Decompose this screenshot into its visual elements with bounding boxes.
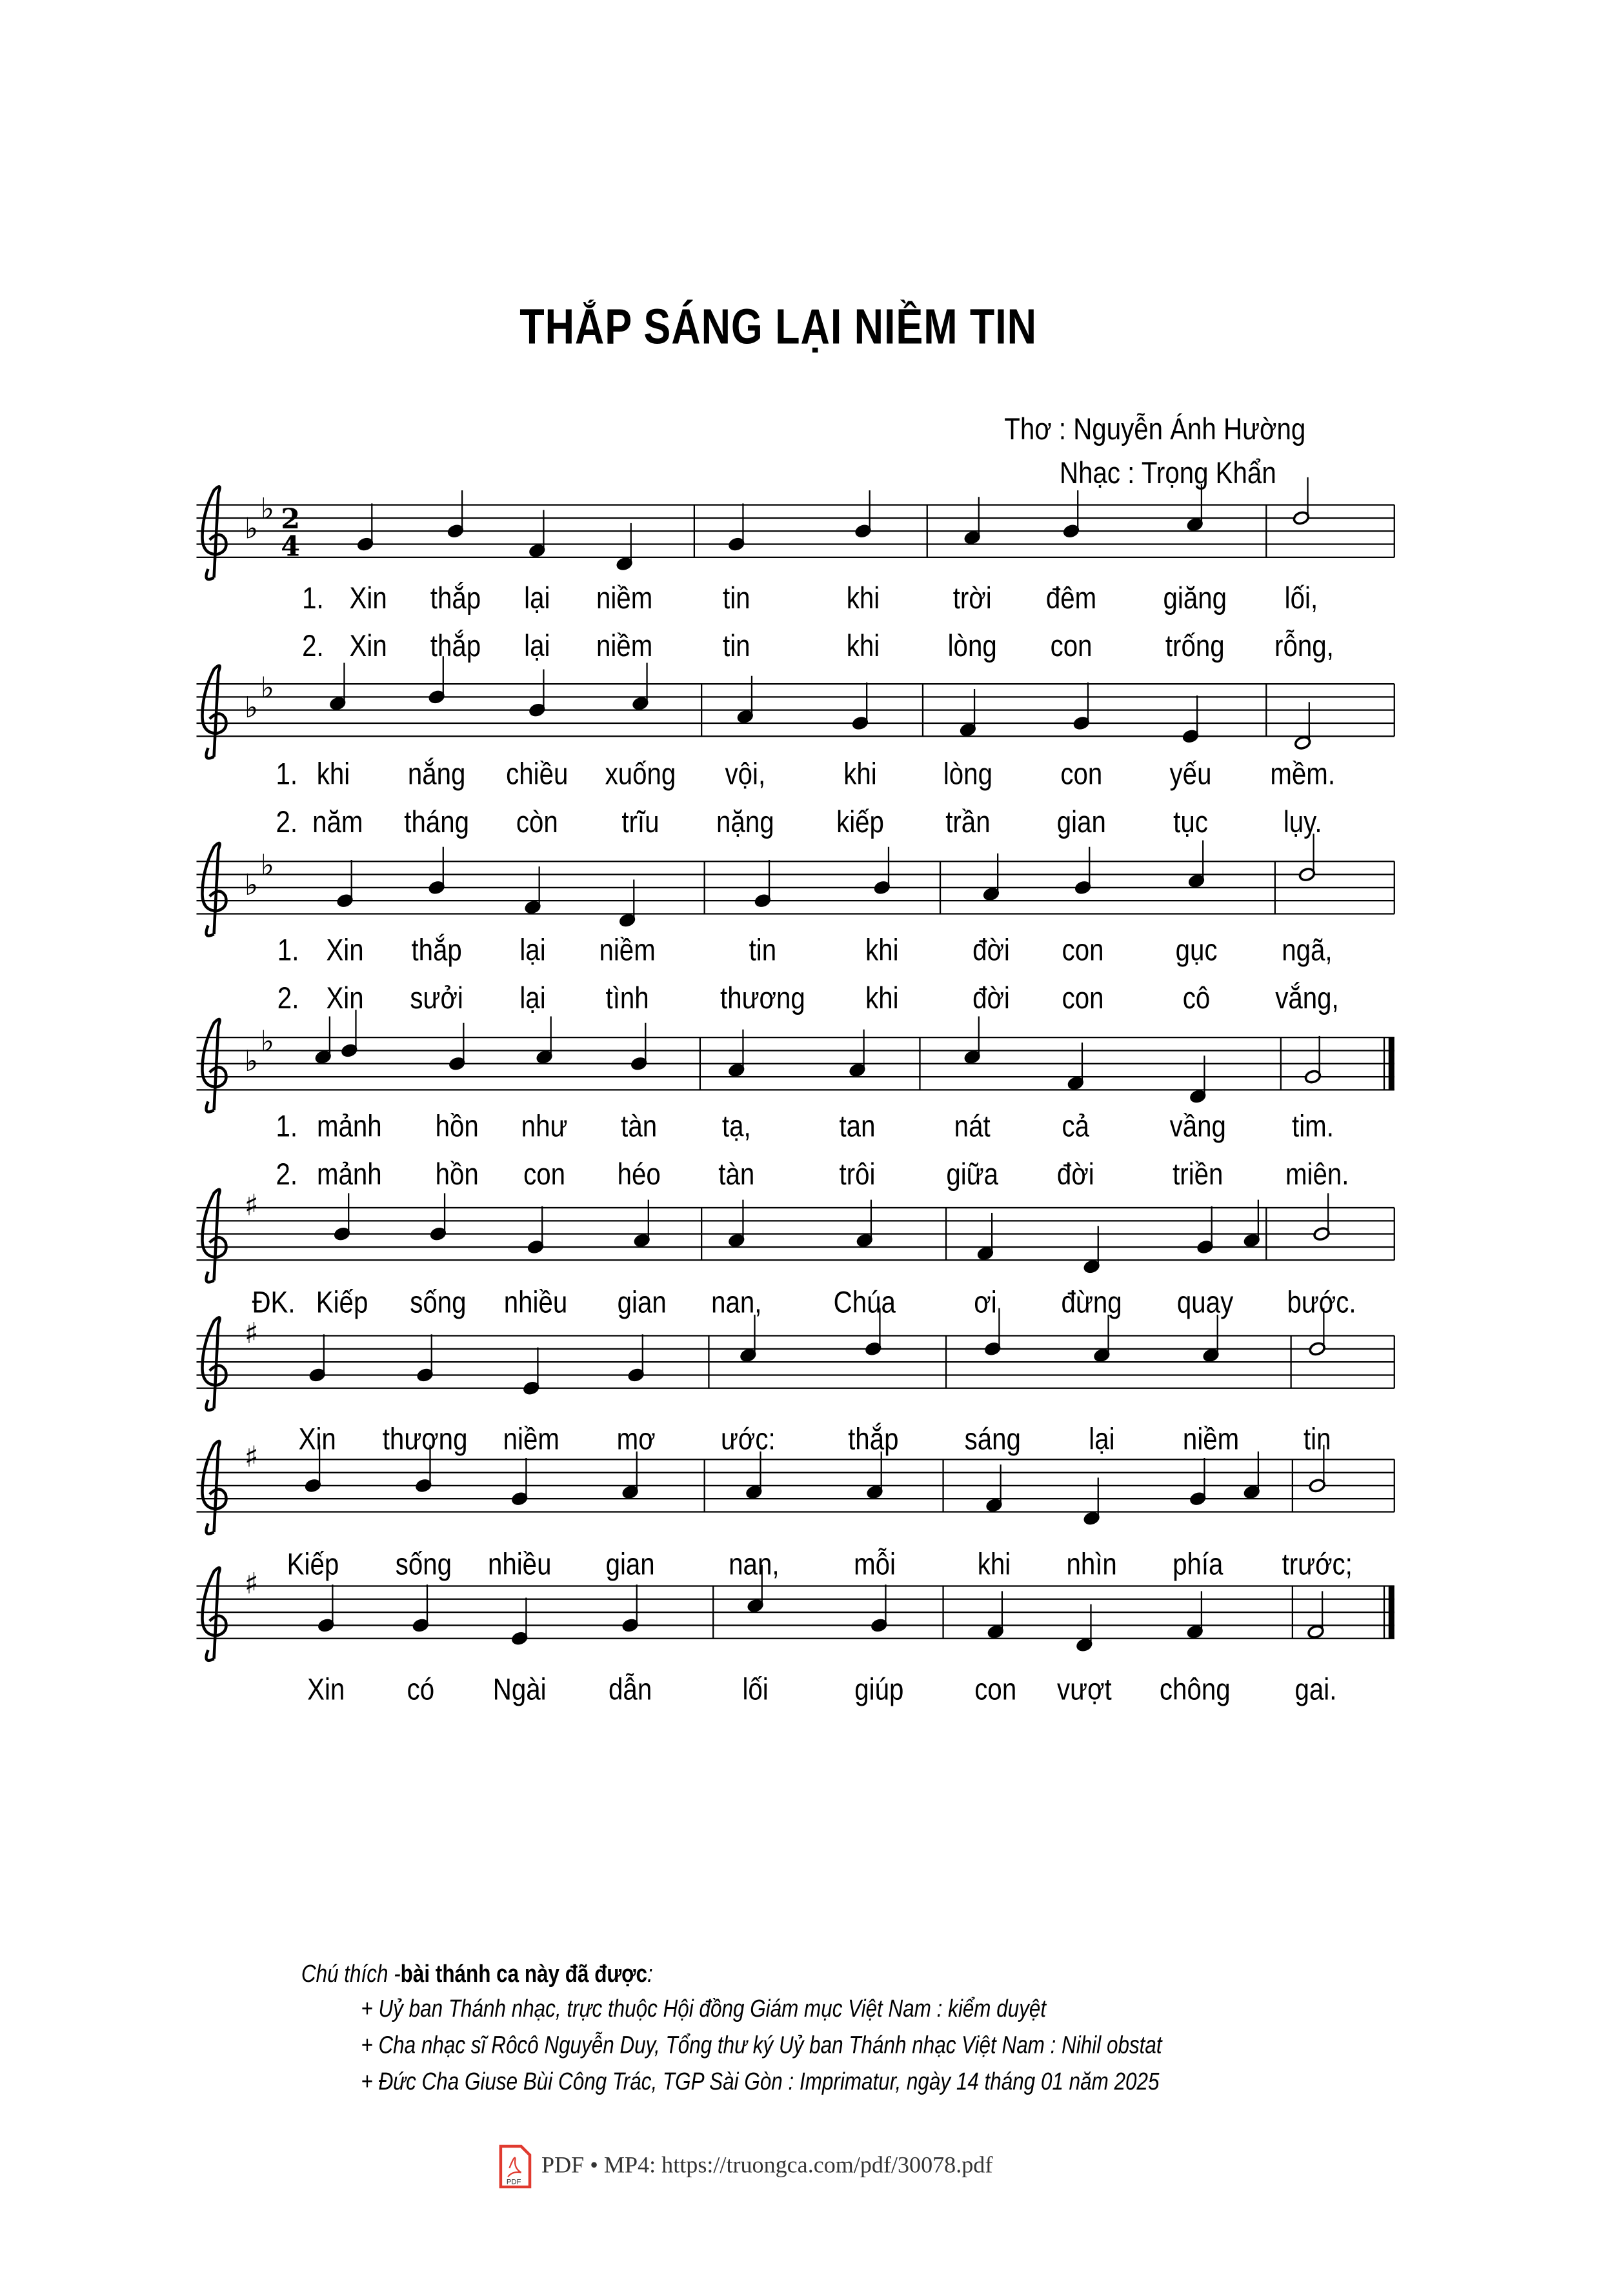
footnote-item: [361, 1995, 1196, 2024]
lyric-syllable: giăng: [1163, 582, 1227, 616]
verse-number: 1.: [276, 1110, 298, 1144]
lyric-syllable: con: [1062, 934, 1104, 968]
staff-system: [0, 1179, 1601, 1295]
lyric-syllable: Xin: [349, 630, 387, 664]
verse-number: 1.: [302, 582, 324, 616]
lyric-syllable: tin: [723, 582, 750, 616]
lyric-syllable: lòng: [943, 758, 992, 792]
lyric-syllable: sưởi: [410, 982, 463, 1016]
lyric-syllable: trôi: [839, 1158, 876, 1192]
lyric-syllable: năm: [312, 806, 363, 840]
lyric-syllable: lòng: [947, 630, 997, 664]
lyric-syllable: tàn: [718, 1158, 755, 1192]
lyric-syllable: nan,: [711, 1286, 762, 1320]
lyric-syllable: đời: [972, 982, 1010, 1016]
treble-clef-icon: [203, 486, 227, 579]
lyric-syllable: mảnh: [316, 1158, 382, 1192]
lyric-syllable: con: [1062, 982, 1104, 1016]
lyric-syllable: nát: [954, 1110, 991, 1144]
lyric-syllable: thắp: [411, 934, 462, 968]
song-title: [0, 300, 1557, 357]
lyric-syllable: giữa: [946, 1158, 999, 1192]
verse-number: 2.: [302, 630, 324, 664]
lyric-syllable: Kiếp: [287, 1548, 339, 1582]
lyric-syllable: tháng: [404, 806, 470, 840]
lyric-syllable: tạ,: [721, 1110, 751, 1144]
footnote-colon: :: [647, 1960, 653, 1988]
lyric-syllable: con: [1050, 630, 1093, 664]
lyric-syllable: trống: [1165, 630, 1225, 664]
lyric-syllable: như: [521, 1110, 568, 1144]
lyric-syllable: lại: [519, 934, 546, 968]
lyric-syllable: sống: [395, 1548, 452, 1582]
lyric-syllable: ngã,: [1282, 934, 1333, 968]
sharp-icon: ♯: [244, 1439, 259, 1474]
lyric-syllable: đời: [972, 934, 1010, 968]
lyric-syllable: khi: [865, 934, 899, 968]
lyric-syllable: gian: [617, 1286, 667, 1320]
lyric-syllable: nhìn: [1066, 1548, 1117, 1582]
lyric-syllable: tin: [749, 934, 777, 968]
lyric-syllable: con: [1060, 758, 1103, 792]
lyric-syllable: héo: [617, 1158, 661, 1192]
lyric-syllable: khi: [846, 630, 880, 664]
lyric-syllable: yếu: [1169, 758, 1212, 792]
lyric-syllable: hồn: [435, 1158, 479, 1192]
verse-number: 1.: [276, 758, 298, 792]
flat-icon: ♭: [260, 492, 275, 526]
footnote-label: Chú thích -: [301, 1960, 401, 1988]
lyric-syllable: khi: [316, 758, 350, 792]
staff-system: [0, 1306, 1601, 1423]
lyric-syllable: tin: [1303, 1423, 1331, 1457]
time-signature-bottom: 4: [281, 530, 301, 563]
lyric-syllable: nhiều: [503, 1286, 568, 1320]
lyric-syllable: nặng: [716, 806, 774, 840]
lyric-syllable: tin: [723, 630, 750, 664]
staff-system: [0, 655, 1601, 771]
lyric-syllable: khi: [977, 1548, 1011, 1582]
lyric-syllable: chông: [1159, 1673, 1231, 1707]
lyric-syllable: gian: [605, 1548, 655, 1582]
treble-clef-icon: [203, 843, 227, 936]
staff-system: [0, 832, 1601, 948]
pdf-link[interactable]: PDF • MP4: https://truongca.com/pdf/30078.pdf: [541, 2153, 993, 2179]
lyric-syllable: vắng,: [1275, 982, 1339, 1016]
song-title-text: THẮP SÁNG LẠI NIỀM TIN: [519, 299, 1038, 355]
verse-number: 2.: [276, 1158, 298, 1192]
lyric-syllable: Xin: [298, 1423, 336, 1457]
lyric-syllable: ơi: [974, 1286, 997, 1320]
lyric-syllable: ước:: [720, 1423, 776, 1457]
lyric-syllable: tim.: [1292, 1110, 1334, 1144]
lyric-syllable: đừng: [1061, 1286, 1122, 1320]
flat-icon: ♭: [244, 690, 259, 724]
footnote-label-bold: bài thánh ca này đã được: [400, 1960, 648, 1988]
lyric-syllable: thắp: [430, 582, 481, 616]
lyric-syllable: Xin: [326, 934, 364, 968]
lyric-syllable: Xin: [307, 1673, 345, 1707]
lyric-syllable: mỗi: [854, 1548, 896, 1582]
lyric-syllable: đời: [1056, 1158, 1094, 1192]
lyric-syllable: Xin: [349, 582, 387, 616]
verse-number: 2.: [277, 982, 299, 1016]
verse-number: ĐK.: [252, 1286, 296, 1320]
footnote-item-text: + Uỷ ban Thánh nhạc, trực thuộc Hội đồng Giám mục Việt Nam : kiểm duyệt: [361, 1995, 1047, 2023]
lyric-syllable: chiều: [506, 758, 569, 792]
lyric-syllable: hồn: [435, 1110, 479, 1144]
poet-text: Thơ : Nguyễn Ánh Hường: [1004, 413, 1306, 447]
lyric-syllable: tàn: [621, 1110, 658, 1144]
lyric-syllable: Kiếp: [316, 1286, 368, 1320]
lyric-syllable: trước;: [1282, 1548, 1353, 1582]
lyric-syllable: thắp: [430, 630, 481, 664]
verse-number: 2.: [276, 806, 298, 840]
treble-clef-icon: [203, 1441, 227, 1534]
lyric-syllable: gian: [1056, 806, 1106, 840]
lyric-syllable: khi: [846, 582, 880, 616]
treble-clef-icon: [203, 1317, 227, 1410]
lyric-syllable: niềm: [1182, 1423, 1240, 1457]
lyric-syllable: phía: [1173, 1548, 1223, 1582]
lyric-syllable: lại: [524, 582, 550, 616]
lyric-syllable: mơ: [616, 1423, 656, 1457]
lyric-syllable: khi: [865, 982, 899, 1016]
footnote-item: [361, 2068, 1334, 2097]
flat-icon: ♭: [260, 1024, 275, 1059]
lyric-syllable: nắng: [407, 758, 466, 792]
lyric-syllable: trần: [945, 806, 991, 840]
lyric-syllable: vượt: [1057, 1673, 1112, 1707]
composer-text: Nhạc : Trọng Khẩn: [1060, 457, 1276, 491]
treble-clef-icon: [203, 1568, 227, 1661]
lyric-syllable: kiếp: [836, 806, 884, 840]
lyric-syllable: lại: [519, 982, 546, 1016]
lyric-syllable: Ngài: [492, 1673, 547, 1707]
lyric-syllable: trĩu: [621, 806, 660, 840]
staff-system: [0, 1008, 1601, 1124]
lyric-syllable: dẫn: [609, 1673, 652, 1707]
staff-system: [0, 1557, 1601, 1673]
staff-system: [0, 1430, 1601, 1546]
footnote-heading: [301, 1960, 730, 1989]
pdf-file-icon[interactable]: [498, 2145, 532, 2189]
lyric-syllable: mềm.: [1270, 758, 1335, 792]
lyric-syllable: Chúa: [833, 1286, 896, 1320]
treble-clef-icon: [203, 1190, 227, 1283]
time-signature-top: 2: [281, 503, 301, 535]
lyric-syllable: rỗng,: [1274, 630, 1334, 664]
lyric-syllable: niềm: [596, 582, 653, 616]
lyric-syllable: nhiều: [487, 1548, 552, 1582]
lyric-syllable: có: [407, 1673, 435, 1707]
lyric-syllable: niềm: [503, 1423, 559, 1457]
flat-icon: ♭: [260, 670, 275, 705]
lyric-syllable: cô: [1182, 982, 1211, 1016]
lyric-syllable: xuống: [605, 758, 676, 792]
lyric-syllable: thắp: [848, 1423, 899, 1457]
lyric-syllable: giúp: [854, 1673, 904, 1707]
sharp-icon: ♯: [244, 1566, 259, 1601]
staff-system: [0, 476, 1601, 592]
lyric-syllable: sáng: [964, 1423, 1021, 1457]
lyric-syllable: thương: [382, 1423, 468, 1457]
lyric-syllable: con: [974, 1673, 1017, 1707]
treble-clef-icon: [203, 666, 227, 759]
flat-icon: ♭: [260, 848, 275, 883]
lyric-syllable: gục: [1175, 934, 1218, 968]
lyric-syllable: gai.: [1294, 1673, 1337, 1707]
lyric-syllable: cả: [1062, 1110, 1090, 1144]
flat-icon: ♭: [244, 1044, 259, 1079]
lyric-syllable: tục: [1173, 806, 1208, 840]
lyric-syllable: niềm: [599, 934, 656, 968]
sharp-icon: ♯: [244, 1315, 259, 1350]
lyric-syllable: còn: [516, 806, 558, 840]
lyric-syllable: bước.: [1287, 1286, 1356, 1320]
flat-icon: ♭: [244, 868, 259, 903]
lyric-syllable: lối,: [1284, 582, 1318, 616]
lyric-syllable: vầng: [1169, 1110, 1226, 1144]
lyric-syllable: lối: [742, 1673, 769, 1707]
lyric-syllable: niềm: [596, 630, 653, 664]
footnote-item-text: + Đức Cha Giuse Bùi Công Trác, TGP Sài Gòn : Imprimatur, ngày 14 tháng 01 năm 2025: [361, 2068, 1160, 2095]
lyric-syllable: triền: [1173, 1158, 1223, 1192]
lyric-syllable: lại: [1089, 1423, 1115, 1457]
sharp-icon: ♯: [244, 1188, 259, 1223]
lyric-syllable: sống: [410, 1286, 467, 1320]
lyric-syllable: lại: [524, 630, 550, 664]
footnote-item-text: + Cha nhạc sĩ Rôcô Nguyễn Duy, Tổng thư ký Uỷ ban Thánh nhạc Việt Nam : Nihil obstat: [361, 2031, 1162, 2059]
lyric-syllable: quay: [1176, 1286, 1234, 1320]
poet-credit: [1004, 414, 1358, 448]
lyric-syllable: nan,: [729, 1548, 780, 1582]
lyric-syllable: con: [523, 1158, 566, 1192]
lyric-syllable: trời: [952, 582, 992, 616]
final-barline-thick: [1389, 1037, 1395, 1090]
lyric-syllable: thương: [720, 982, 805, 1016]
lyric-syllable: lụy.: [1283, 806, 1322, 840]
lyric-syllable: khi: [843, 758, 877, 792]
footnote-item: [361, 2031, 1338, 2061]
lyric-syllable: miên.: [1285, 1158, 1349, 1192]
lyric-syllable: tan: [839, 1110, 876, 1144]
lyric-syllable: mảnh: [316, 1110, 382, 1144]
lyric-syllable: tình: [605, 982, 649, 1016]
flat-icon: ♭: [244, 511, 259, 546]
lyric-syllable: vội,: [725, 758, 766, 792]
pdf-icon-label: PDF: [506, 2178, 521, 2186]
lyric-syllable: đêm: [1045, 582, 1097, 616]
lyric-syllable: Xin: [326, 982, 364, 1016]
verse-number: 1.: [277, 934, 299, 968]
treble-clef-icon: [203, 1019, 227, 1112]
final-barline-thick: [1389, 1586, 1395, 1638]
